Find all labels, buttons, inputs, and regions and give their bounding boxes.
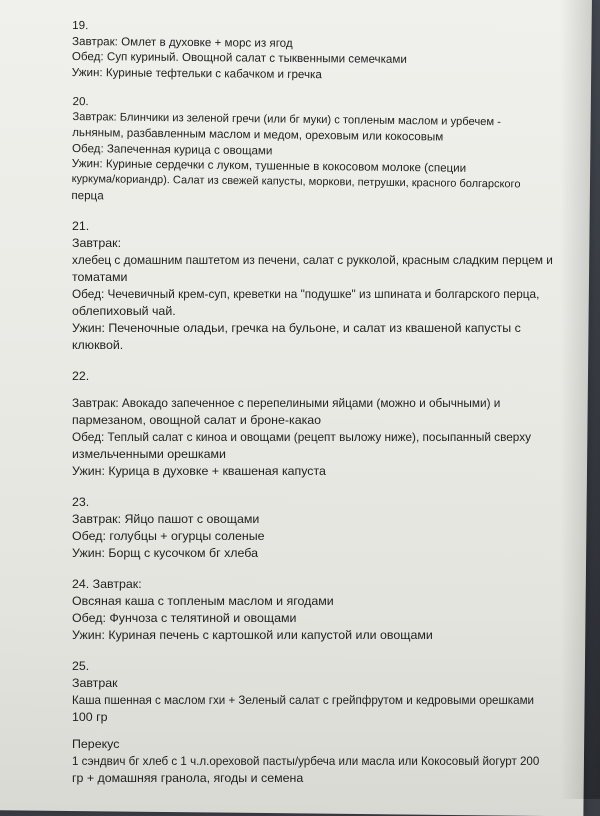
day-number: 22. [72,368,90,383]
day-number: 21. [72,218,90,233]
breakfast-line: Завтрак: Авокадо запеченное с перепелиными яйцами (можно и обычными) и [72,395,501,410]
day-number: 24. Завтрак: [72,576,142,591]
meal-plan-document [71,18,553,801]
dinner-line: Ужин: Борщ с кусочком бг хлеба [72,545,258,560]
dinner-line-cont: куркума/кориандр). Салат из свежей капусты, моркови, петрушки, красного болгарского [71,173,521,191]
breakfast-line-cont: томатами [72,269,128,284]
breakfast-line: Завтрак: Яйцо пашот с овощами [72,511,260,526]
breakfast-line: Овсяная каша с топленым маслом и ягодами [72,593,334,608]
spacer [72,385,542,395]
day-number: 19. [72,19,89,33]
day-23 [72,494,542,562]
breakfast-label: Завтрак [72,675,118,690]
breakfast-line: Завтрак: Блинчики из зеленой гречи (или бг муки) с топленым маслом и урбечем - [72,110,502,129]
dinner-line: Ужин: Печеночные оладьи, гречка на бульоне, и салат из квашеной капусты с [72,320,521,335]
snack-line: 1 сэндвич бг хлеб с 1 ч.л.ореховой пасты/урбеча или масла или Кокосовый йогурт 200 [72,754,540,768]
breakfast-label: Завтрак: [72,235,122,250]
breakfast-line: хлебец с домашним паштетом из печени, салат с рукколой, красным сладким перцем и [72,252,553,267]
lunch-line: Обед: Запеченная курица с овощами [71,142,273,158]
lunch-line: Обед: Теплый салат с киноа и овощами (рецепт выложу ниже), посыпанный сверху [72,429,532,444]
dinner-line: Ужин: Куриная печень с картошкой или капустой или овощами [72,627,433,642]
dinner-line: Ужин: Курица в духовке + квашеная капуста [72,463,326,478]
breakfast-line-cont: 100 гр [72,709,108,724]
day-number: 23. [72,494,90,509]
day-22 [72,368,542,480]
day-number: 20. [72,95,89,109]
dinner-line: Ужин: Куриные сердечки с луком, тушенные в кокосовом молоке (специи [71,157,467,176]
breakfast-line: Завтрак: Омлет в духовке + морс из ягод [72,34,293,50]
snack-label: Перекус [72,736,120,751]
lunch-line-cont: облепиховый чай. [72,303,176,318]
snack-line-cont: гр + домашняя гранола, ягоды и семена [72,770,304,785]
dinner-line: Ужин: Куриные тефтельки с кабачком и гречка [71,65,322,81]
day-25 [72,658,542,787]
dinner-line-cont: клюквой. [72,337,124,352]
breakfast-line-cont: льняным, разбавленным маслом и медом, ореховым или кокосовым [72,126,444,145]
day-24 [72,576,542,644]
breakfast-line: Каша пшенная с маслом гхи + Зеленый салат с грейпфрутом и кедровыми орешками [72,693,535,707]
spacer [72,726,542,736]
lunch-line-cont: измельченными орешками [72,446,226,461]
day-20 [71,94,542,209]
lunch-line: Обед: Чечевичный крем-суп, креветки на "подушке" из шпината и болгарского перца, [72,286,540,301]
lunch-line: Обед: Суп куриный. Овощной салат с тыквенными семечками [71,50,407,67]
day-number: 25. [72,658,90,673]
lunch-line: Обед: Фунчоза с телятиной и овощами [72,610,297,625]
day-19 [72,18,543,84]
day-21 [72,218,553,354]
lunch-line: Обед: голубцы + огурцы соленые [72,528,265,543]
breakfast-line-cont: пармезаном, овощной салат и броне-какао [72,412,322,427]
dinner-line-cont: перца [71,188,104,203]
